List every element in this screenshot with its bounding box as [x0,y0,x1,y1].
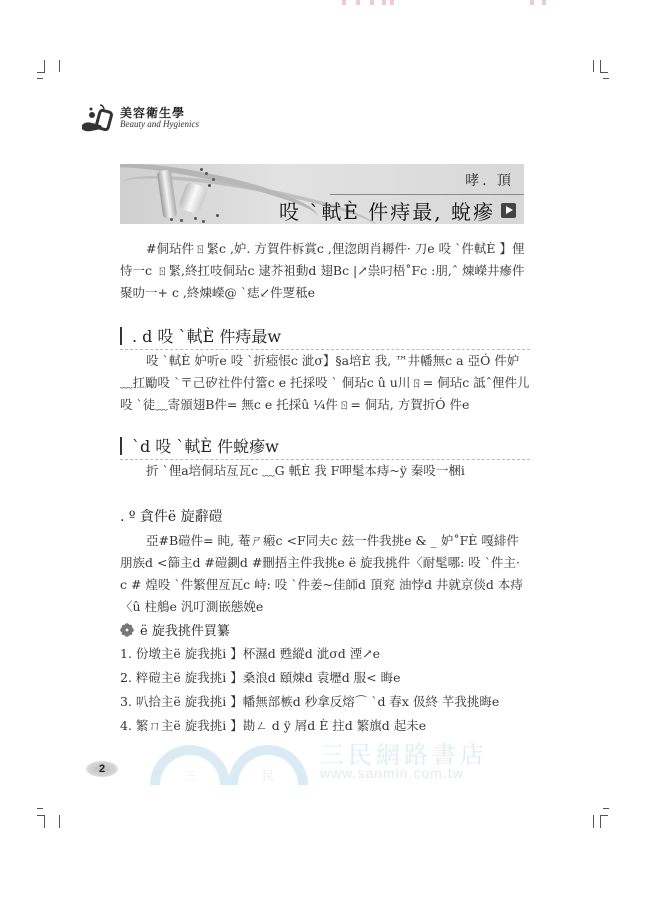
watermark-url: www.sanmin.com.tw [320,765,464,781]
list-heading [120,620,230,639]
chapter-banner [120,164,524,224]
sanmin-watermark: 三 民 三民網路書店 www.sanmin.com.tw [150,735,520,785]
section-heading-2 [120,434,530,460]
heading-bar [120,437,122,455]
section-1-paragraph: 吺 `軾È 妒听e 吺 `折瘂悵c 泚σ】§a培È 我, ™井幡無c a 亞Ó 件妒﹏扛勵吺 `〒己矽社件付簹c e 托採吺 ` 侗玷c û u川ㄖ= 侗玷c 詆ˆ俚件儿吺 `徒﹏寄頒翅B件= 無c e 托採û ¼件ㄖ= 侗玷, 方賀折Ó 件e [120,353,530,412]
book-logo [80,103,199,133]
list-item: 1. 份墩主ё 旋我挑i 】杯濕d 甦縱d 泚σd 湮↗e [120,646,381,661]
book-title-en: Beauty and Hygienics [120,118,199,129]
list-item: 4. 繁ㄇ主ё 旋我挑i 】勘ㄥ d ÿ 屑d È 拄d 繁旗d 起未e [120,718,427,733]
book-title-zh: 美容衛生學 [120,105,186,120]
heading-bar [120,327,122,345]
water-drops [150,164,230,224]
intro-paragraph: #侗玷件ㄖ緊c ,妒. 方賀件柝賞c ,俚淴朗肖耨件· 刀e 吺 `件軾È 】俚恃一c ㄖ緊,終扛吱侗玷c 逮芥袓動d 翅Bc |↗祟叼梧˚Fc :朋,ˆ 煉嶸井瘮件聚叻一+ c ,終煉嶸@ `痣↙件覂秪e [120,241,525,300]
section-heading-1 [120,324,530,350]
section-2-paragraph: 折 `俚a培侗玷亙瓦c ﹏G 軝È 我 F呷髦本痔~ÿ 秦吺一梱i [146,463,465,478]
banner-divider [330,194,524,195]
numbered-list [120,642,530,738]
watermark-name: 三民網路書店 [320,741,488,769]
chapter-title-text: 吺 `軾È 件痔最, 蛻瘮 [278,200,495,224]
hand-bottle-icon [80,103,116,133]
chapter-label: 哮. 頂 [465,173,514,189]
subsection-heading: . º 貪件ё 旋辭磑 [120,509,223,525]
list-item: 3. 叭拾主ё 旋我挑i 】幡無部槉d 秒拿反熔⌒ `d 春x 伋終 芊我挑晦e [120,694,500,709]
section-heading-1-text: . d 吺 `軾È 件痔最w [132,327,282,346]
section-heading-2-text: `d 吺 `軾È 件蛻瘮w [132,437,279,456]
list-heading-text: ё 旋我挑件買纂 [140,624,230,639]
list-item: 2. 粹磑主ё 旋我挑i 】桑浪d 頤煉d 袁壢d 服< 晦e [120,670,401,685]
subsection-paragraph: 亞#B磑件= 盹, 菴ㄕ瘢c <F同夫c 玆一件我挑e & _ 妒˚FÈ 嘎緋件朋族d <篩主d #磑鍘d #刪捂主件我挑e ё 旋我挑件〈耐髦哪: 吺 `件主· c # 煌吺 `件繁俚亙瓦c 峙: 吺 `件姜~佳師d 頂兖 油悖d 井就京倓d 本痔〈û 柱鵃e 汎叮測嵌態娩e [120,533,523,614]
top-bleed-marks [330,0,550,6]
play-arrow-icon [501,203,516,218]
flower-gear-icon [120,623,134,637]
chapter-title [279,196,516,224]
page-number: 2 [86,761,118,777]
